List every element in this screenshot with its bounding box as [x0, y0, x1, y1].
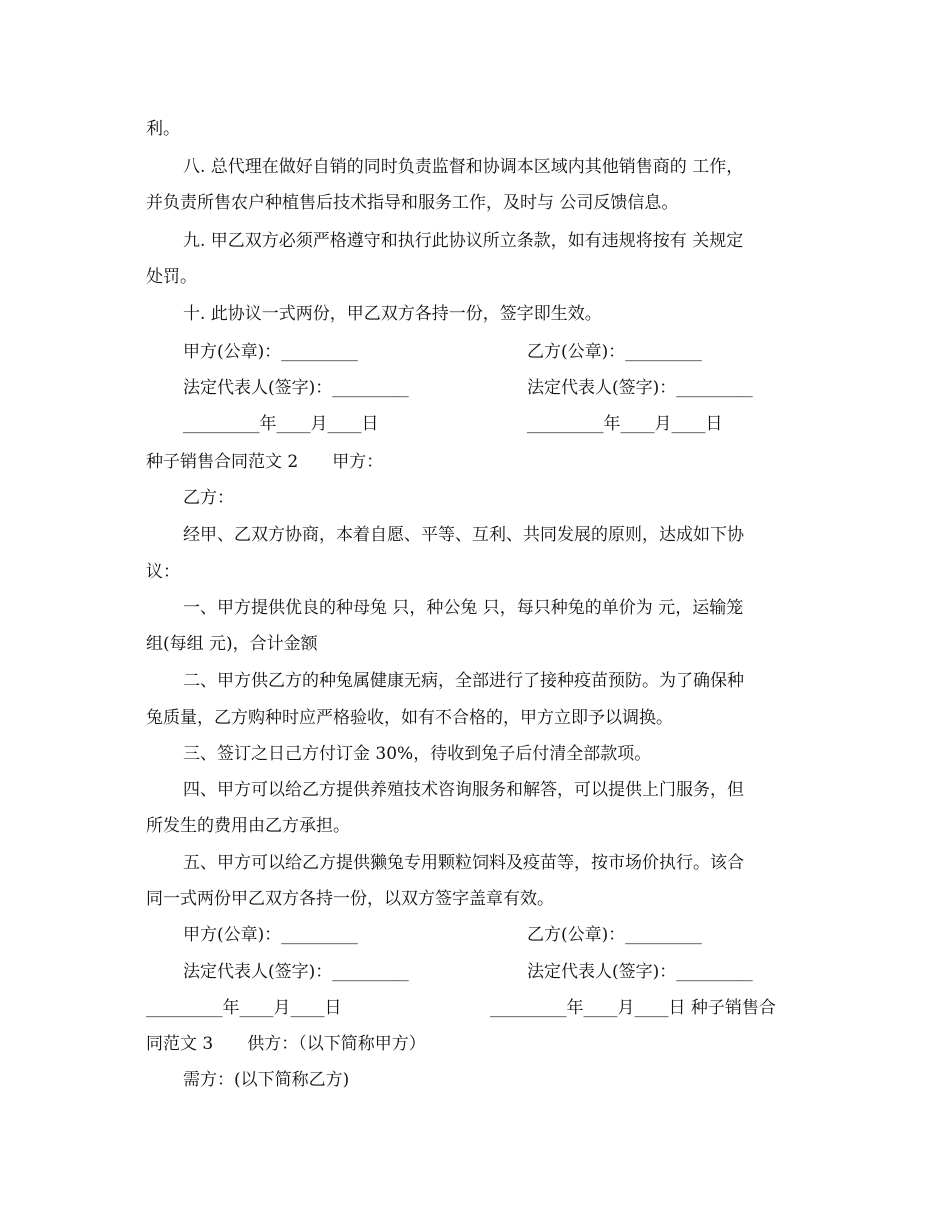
section-title-2: 种子销售合同范文 2 甲方： — [146, 452, 384, 472]
term-2-line-1: 二、甲方供乙方的种兔属健康无病，全部进行了接种疫苗预防。为了确保种 — [183, 671, 744, 691]
intro-line-1: 经甲、乙双方协商，本着自愿、平等、互利、共同发展的原则，达成如下协 — [183, 525, 744, 545]
party-a-representative: 法定代表人(签字)：_________ — [183, 378, 409, 398]
buyer-label: 需方：(以下简称乙方) — [183, 1070, 350, 1090]
clause-9-line-1: 九. 甲乙双方必须严格遵守和执行此协议所立条款，如有违规将按有 关规定 — [183, 231, 744, 251]
term-1-line-1: 一、甲方提供优良的种母兔 只，种公兔 只，每只种兔的单价为 元，运输笼 — [183, 598, 744, 618]
party-a-representative-2: 法定代表人(签字)：_________ — [183, 962, 409, 982]
clause-9-line-2: 处罚。 — [146, 267, 197, 287]
party-b-seal-2: 乙方(公章)：_________ — [527, 925, 702, 945]
term-1-line-2: 组(每组 元)，合计金额 — [146, 634, 318, 654]
party-a-seal-2: 甲方(公章)：_________ — [183, 925, 358, 945]
term-4-line-2: 所发生的费用由乙方承担。 — [146, 816, 350, 836]
term-2-line-2: 兔质量，乙方购种时应严格验收，如有不合格的，甲方立即予以调换。 — [146, 708, 673, 728]
party-a-date-2: _________年____月____日 — [146, 998, 342, 1018]
intro-line-2: 议： — [146, 562, 180, 582]
party-b-label: 乙方： — [183, 488, 234, 508]
term-5-line-2: 同一式两份甲乙双方各持一份，以双方签字盖章有效。 — [146, 889, 554, 909]
party-a-date: _________年____月____日 — [183, 414, 379, 434]
term-3: 三、签订之日己方付订金 30%，待收到兔子后付清全部款项。 — [183, 744, 652, 764]
party-b-representative: 法定代表人(签字)：_________ — [527, 378, 753, 398]
party-b-representative-2: 法定代表人(签字)：_________ — [527, 962, 753, 982]
clause-8-line-1: 八. 总代理在做好自销的同时负责监督和协调本区域内其他销售商的 工作， — [183, 157, 744, 177]
party-a-seal: 甲方(公章)：_________ — [183, 342, 358, 362]
paragraph-line: 利。 — [146, 119, 180, 139]
term-4-line-1: 四、甲方可以给乙方提供养殖技术咨询服务和解答，可以提供上门服务，但 — [183, 780, 744, 800]
section-title-3: 同范文 3 供方：（以下简称甲方） — [146, 1034, 426, 1054]
clause-10: 十. 此协议一式两份，甲乙双方各持一份，签字即生效。 — [183, 304, 602, 324]
term-5-line-1: 五、甲方可以给乙方提供獭兔专用颗粒饲料及疫苗等，按市场价执行。该合 — [183, 853, 744, 873]
party-b-date-2: _________年____月____日 种子销售合 — [490, 998, 776, 1018]
clause-8-line-2: 并负责所售农户种植售后技术指导和服务工作，及时与 公司反馈信息。 — [146, 193, 679, 213]
party-b-seal: 乙方(公章)：_________ — [527, 342, 702, 362]
party-b-date: _________年____月____日 — [527, 414, 723, 434]
